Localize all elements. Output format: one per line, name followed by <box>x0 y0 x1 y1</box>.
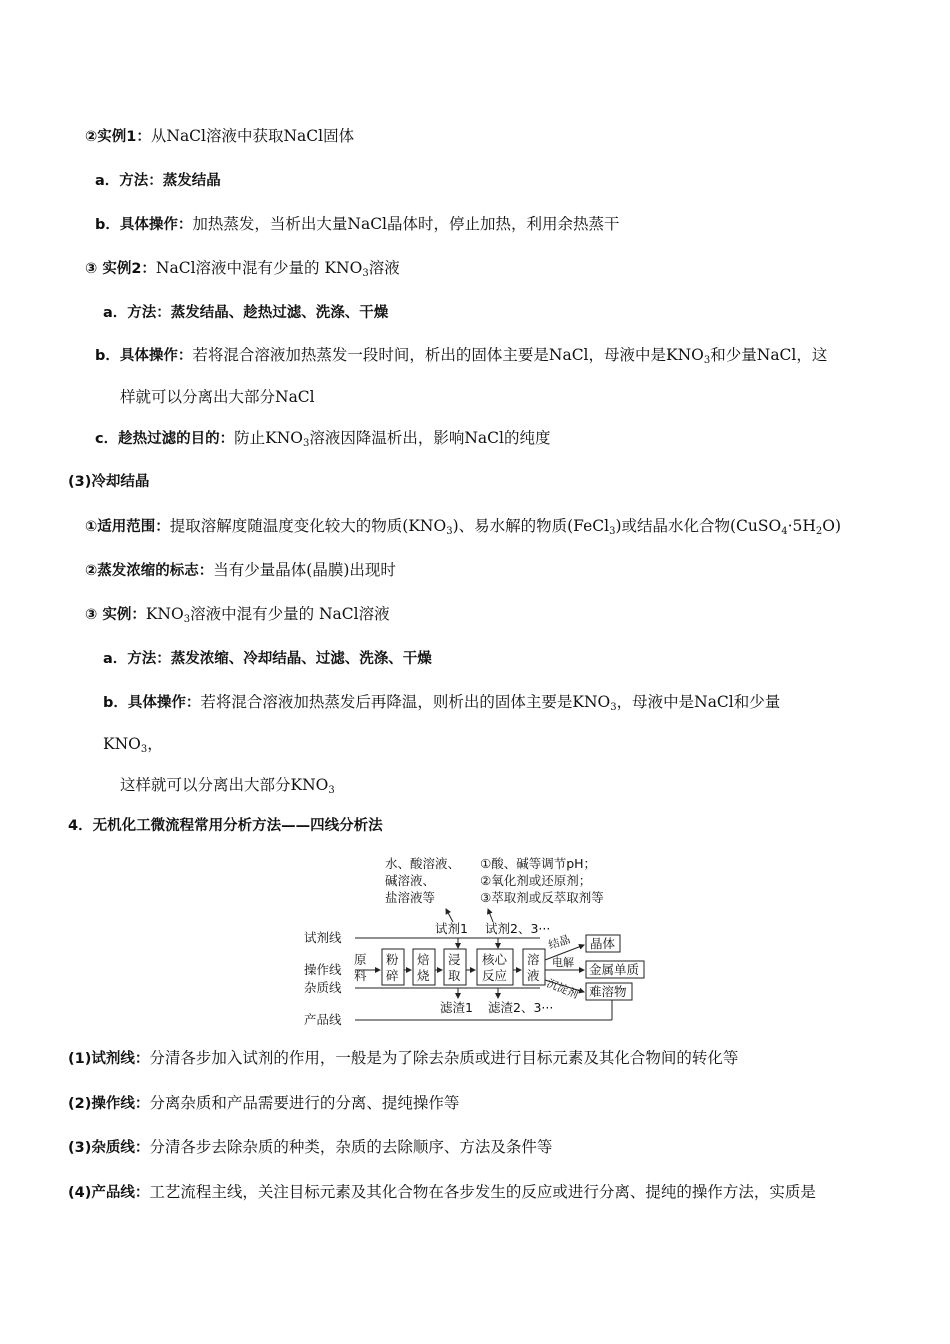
example2-line: ③ 实例2：NaCl溶液中混有少量的 $KNO_3$溶液 <box>85 259 400 279</box>
flow-diagram <box>300 852 650 1032</box>
cooling-mark: ②蒸发浓缩的标志：当有少量晶体(晶膜)出现时 <box>85 561 396 579</box>
reagent-note-right-1: ①酸、碱等调节pH； <box>480 856 597 871</box>
branch-crystallize: 结晶 <box>546 932 572 952</box>
example2-operation-cont: 样就可以分离出大部分NaCl <box>120 388 315 406</box>
example2-operation: b．具体操作：若将混合溶液加热蒸发一段时间，析出的固体主要是NaCl，母液中是$KNO_3$和少量NaCl，这 <box>95 346 828 366</box>
example2-method: a．方法：蒸发结晶、趁热过滤、洗涤、干燥 <box>103 305 389 321</box>
box-leach-2: 取 <box>448 968 461 983</box>
box-solution-1: 溶 <box>527 952 540 967</box>
impurity-line-label: 杂质线 <box>304 980 342 995</box>
raw-material-2: 料 <box>354 968 367 983</box>
box-roast-2: 烧 <box>417 968 430 983</box>
box-solution-2: 液 <box>527 968 540 983</box>
cooling-method: a．方法：蒸发浓缩、冷却结晶、过滤、洗涤、干燥 <box>103 651 432 667</box>
box-crush-1: 粉 <box>386 952 399 967</box>
reagent-note-left-3: 盐溶液等 <box>385 890 436 905</box>
residue23-label: 滤渣2、3··· <box>488 1000 554 1015</box>
reagent-line-desc: (1)试剂线：分清各步加入试剂的作用，一般是为了除去杂质或进行目标元素及其化合物间的转化等 <box>68 1049 739 1067</box>
operation-line-label: 操作线 <box>304 962 342 977</box>
raw-material-1: 原 <box>354 952 367 967</box>
cooling-operation-cont2: 这样就可以分离出大部分$KNO_3$ <box>120 776 335 796</box>
reagent-line-label: 试剂线 <box>304 930 342 945</box>
reagent23-label: 试剂2、3··· <box>485 921 551 936</box>
reagent-note-left-2: 碱溶液、 <box>385 873 436 888</box>
cooling-heading: (3)冷却结晶 <box>68 474 150 490</box>
example1-head: ②实例1： <box>85 129 151 145</box>
example1-text: 从NaCl溶液中获取NaCl固体 <box>150 127 355 145</box>
cooling-operation-cont1: $KNO_3$， <box>103 735 163 755</box>
example1-operation: b．具体操作：加热蒸发，当析出大量NaCl晶体时，停止加热，利用余热蒸干 <box>95 215 620 233</box>
box-core-1: 核心 <box>482 952 508 967</box>
product-line-desc: (4)产品线：工艺流程主线，关注目标元素及其化合物在各步发生的反应或进行分离、提纯的操作方法，实质是 <box>68 1183 816 1201</box>
reagent-note-right-3: ③萃取剂或反萃取剂等 <box>480 890 604 905</box>
reagent1-label: 试剂1 <box>435 921 468 936</box>
reagent-note-right-2: ②氧化剂或还原剂； <box>480 873 592 888</box>
product-line-label: 产品线 <box>304 1012 342 1027</box>
example1-line <box>85 126 354 147</box>
product-insoluble: 难溶物 <box>589 984 627 999</box>
reagent-note-left-1: 水、酸溶液、 <box>385 856 461 871</box>
cooling-example: ③ 实例：$KNO_3$溶液中混有少量的 NaCl溶液 <box>85 605 390 625</box>
example1-method: a．方法：蒸发结晶 <box>95 173 221 189</box>
impurity-line-desc: (3)杂质线：分清各步去除杂质的种类，杂质的去除顺序、方法及条件等 <box>68 1138 553 1156</box>
branch-electrolysis: 电解 <box>552 956 574 969</box>
residue1-label: 滤渣1 <box>440 1000 473 1015</box>
box-roast-1: 焙 <box>417 952 430 967</box>
product-crystal: 晶体 <box>590 936 616 951</box>
cooling-operation: b．具体操作：若将混合溶液加热蒸发后再降温，则析出的固体主要是$KNO_3$，母液中是NaCl和少量 <box>103 693 781 713</box>
cooling-scope: ①适用范围：提取溶解度随温度变化较大的物质$(KNO_3)$、易水解的物质(FeCl$_3$)或结晶水化合物$(CuSO_4\cdot 5H_2O)$ <box>85 517 842 537</box>
operation-line-desc: (2)操作线：分离杂质和产品需要进行的分离、提纯操作等 <box>68 1094 460 1112</box>
box-leach-1: 浸 <box>448 952 461 967</box>
branch-precipitant: 沉淀剂 <box>544 976 581 1002</box>
box-crush-2: 碎 <box>386 968 399 983</box>
box-core-2: 反应 <box>482 968 508 983</box>
product-metal: 金属单质 <box>589 962 640 977</box>
section4-title: 4．无机化工微流程常用分析方法——四线分析法 <box>68 818 383 834</box>
example2-purpose: c．趁热过滤的目的：防止$KNO_3$溶液因降温析出，影响NaCl的纯度 <box>95 429 551 449</box>
